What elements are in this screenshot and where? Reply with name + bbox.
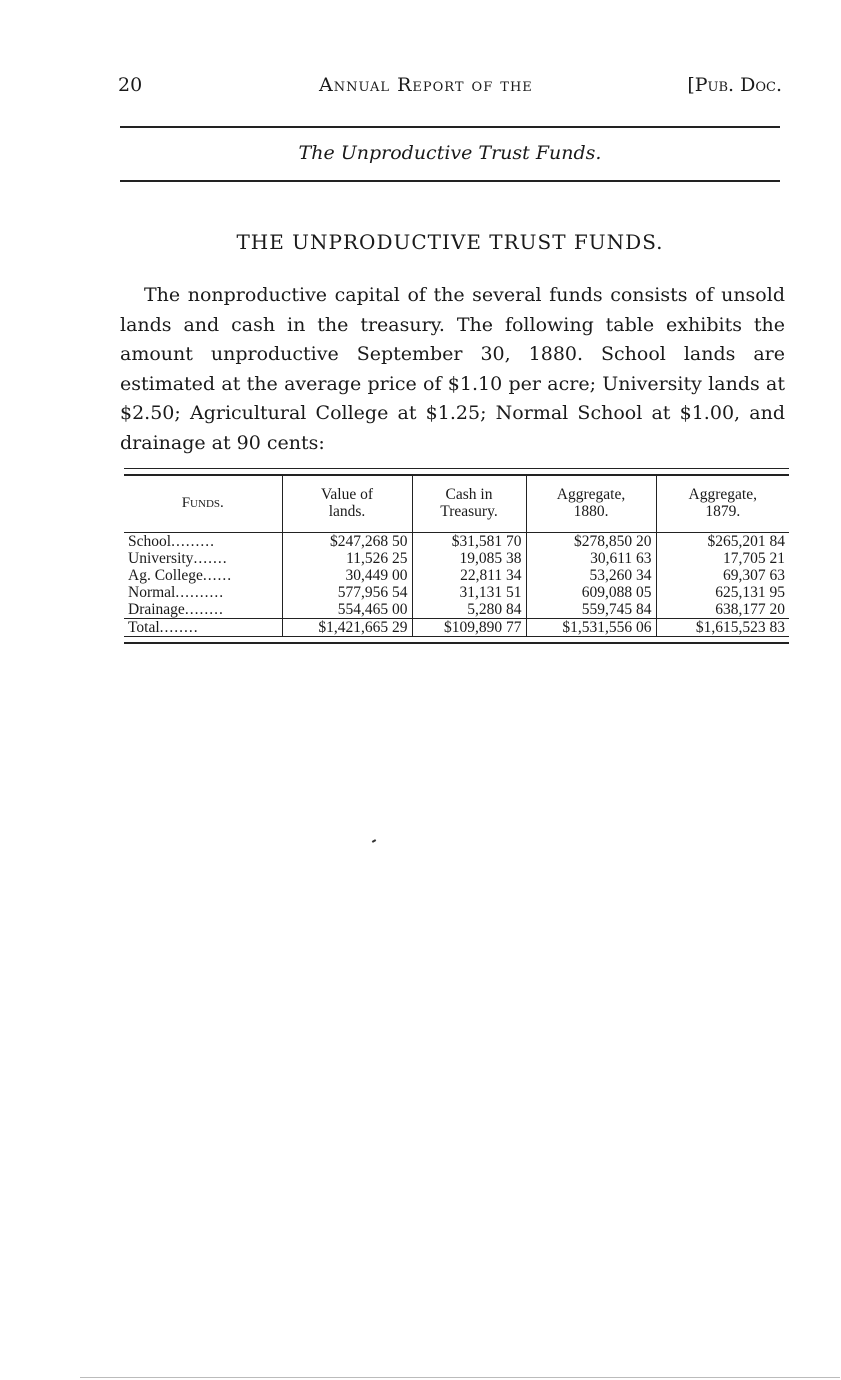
header-agg1880-line2: 1880. bbox=[573, 503, 609, 520]
cash-in-treasury: 31,131 51 bbox=[412, 584, 526, 601]
fund-name: Drainage bbox=[128, 601, 185, 618]
aggregate-1880: 609,088 05 bbox=[526, 584, 656, 601]
fund-name: University bbox=[128, 550, 194, 567]
aggregate-1880: 53,260 34 bbox=[526, 567, 656, 584]
fund-name: Ag. College bbox=[128, 567, 203, 584]
header-cash-line2: Treasury. bbox=[440, 503, 498, 520]
value-of-lands: $247,268 50 bbox=[282, 533, 412, 551]
report-title: Annual Report of the bbox=[319, 74, 533, 96]
section-caption: The Unproductive Trust Funds. bbox=[298, 142, 602, 164]
page-bottom-rule bbox=[80, 1377, 840, 1378]
total-label: Total bbox=[128, 619, 160, 636]
aggregate-1880: $278,850 20 bbox=[526, 533, 656, 551]
table-row bbox=[124, 533, 789, 551]
aggregate-1880: 30,611 63 bbox=[526, 550, 656, 567]
page-number: 20 bbox=[118, 74, 143, 96]
table-bottom-rule bbox=[124, 636, 789, 644]
table-row bbox=[124, 567, 789, 584]
aggregate-1879: 638,177 20 bbox=[656, 601, 789, 619]
total-label-cell bbox=[124, 619, 282, 637]
value-of-lands: 554,465 00 bbox=[282, 601, 412, 619]
total-row bbox=[124, 619, 789, 637]
header-funds: Funds. bbox=[124, 476, 282, 533]
fund-name-cell bbox=[124, 601, 282, 619]
fund-name-cell bbox=[124, 550, 282, 567]
header-aggregate-1880 bbox=[526, 476, 656, 533]
aggregate-1879: 625,131 95 bbox=[656, 584, 789, 601]
fund-name-cell bbox=[124, 533, 282, 551]
total-aggregate-1879: $1,615,523 83 bbox=[656, 619, 789, 637]
doc-label: [Pub. Doc. bbox=[687, 74, 782, 96]
funds-table-wrap bbox=[124, 468, 789, 644]
running-head bbox=[118, 74, 782, 102]
header-rule-bottom bbox=[120, 180, 780, 182]
table-row bbox=[124, 550, 789, 567]
header-aggregate-1879 bbox=[656, 476, 789, 533]
ink-speck bbox=[372, 839, 376, 843]
leader-dots: .......... bbox=[175, 584, 225, 601]
leader-dots: ........ bbox=[159, 619, 199, 636]
header-agg1879-line2: 1879. bbox=[705, 503, 741, 520]
fund-name: School bbox=[128, 533, 172, 550]
leader-dots: ...... bbox=[202, 567, 233, 584]
body-paragraph: The nonproductive capital of the several funds consists of unsold lands and cash in the treasury. The following table exhibits the amount unproductive September 30, 1880. School lands are estimated at the average price of $1.10 per acre; University lands at $2.50; Agricultural College at $1.25; Normal School at $1.00, and drainage at 90 cents: bbox=[120, 284, 785, 454]
leader-dots: ....... bbox=[193, 550, 228, 567]
fund-name: Normal bbox=[128, 584, 176, 601]
header-lands-line2: lands. bbox=[328, 503, 366, 520]
cash-in-treasury: 19,085 38 bbox=[412, 550, 526, 567]
header-cash-in-treasury bbox=[412, 476, 526, 533]
fund-name-cell bbox=[124, 584, 282, 601]
header-cash-line1: Cash in bbox=[445, 486, 493, 503]
header-agg1879-line1: Aggregate, bbox=[688, 486, 757, 503]
funds-table bbox=[124, 476, 789, 636]
fund-name-cell bbox=[124, 567, 282, 584]
aggregate-1879: $265,201 84 bbox=[656, 533, 789, 551]
value-of-lands: 30,449 00 bbox=[282, 567, 412, 584]
header-rule-top bbox=[120, 126, 780, 128]
table-row bbox=[124, 601, 789, 619]
value-of-lands: 577,956 54 bbox=[282, 584, 412, 601]
table-top-rule bbox=[124, 468, 789, 476]
header-agg1880-line1: Aggregate, bbox=[556, 486, 626, 503]
cash-in-treasury: 22,811 34 bbox=[412, 567, 526, 584]
header-value-of-lands bbox=[282, 476, 412, 533]
total-aggregate-1880: $1,531,556 06 bbox=[526, 619, 656, 637]
leader-dots: ......... bbox=[171, 533, 215, 550]
total-cash-in-treasury: $109,890 77 bbox=[412, 619, 526, 637]
section-heading: THE UNPRODUCTIVE TRUST FUNDS. bbox=[236, 230, 664, 254]
cash-in-treasury: 5,280 84 bbox=[412, 601, 526, 619]
header-lands-line1: Value of bbox=[320, 486, 374, 503]
value-of-lands: 11,526 25 bbox=[282, 550, 412, 567]
aggregate-1880: 559,745 84 bbox=[526, 601, 656, 619]
aggregate-1879: 69,307 63 bbox=[656, 567, 789, 584]
cash-in-treasury: $31,581 70 bbox=[412, 533, 526, 551]
leader-dots: ........ bbox=[184, 601, 224, 618]
table-header-row bbox=[124, 476, 789, 533]
table-row bbox=[124, 584, 789, 601]
total-value-of-lands: $1,421,665 29 bbox=[282, 619, 412, 637]
aggregate-1879: 17,705 21 bbox=[656, 550, 789, 567]
